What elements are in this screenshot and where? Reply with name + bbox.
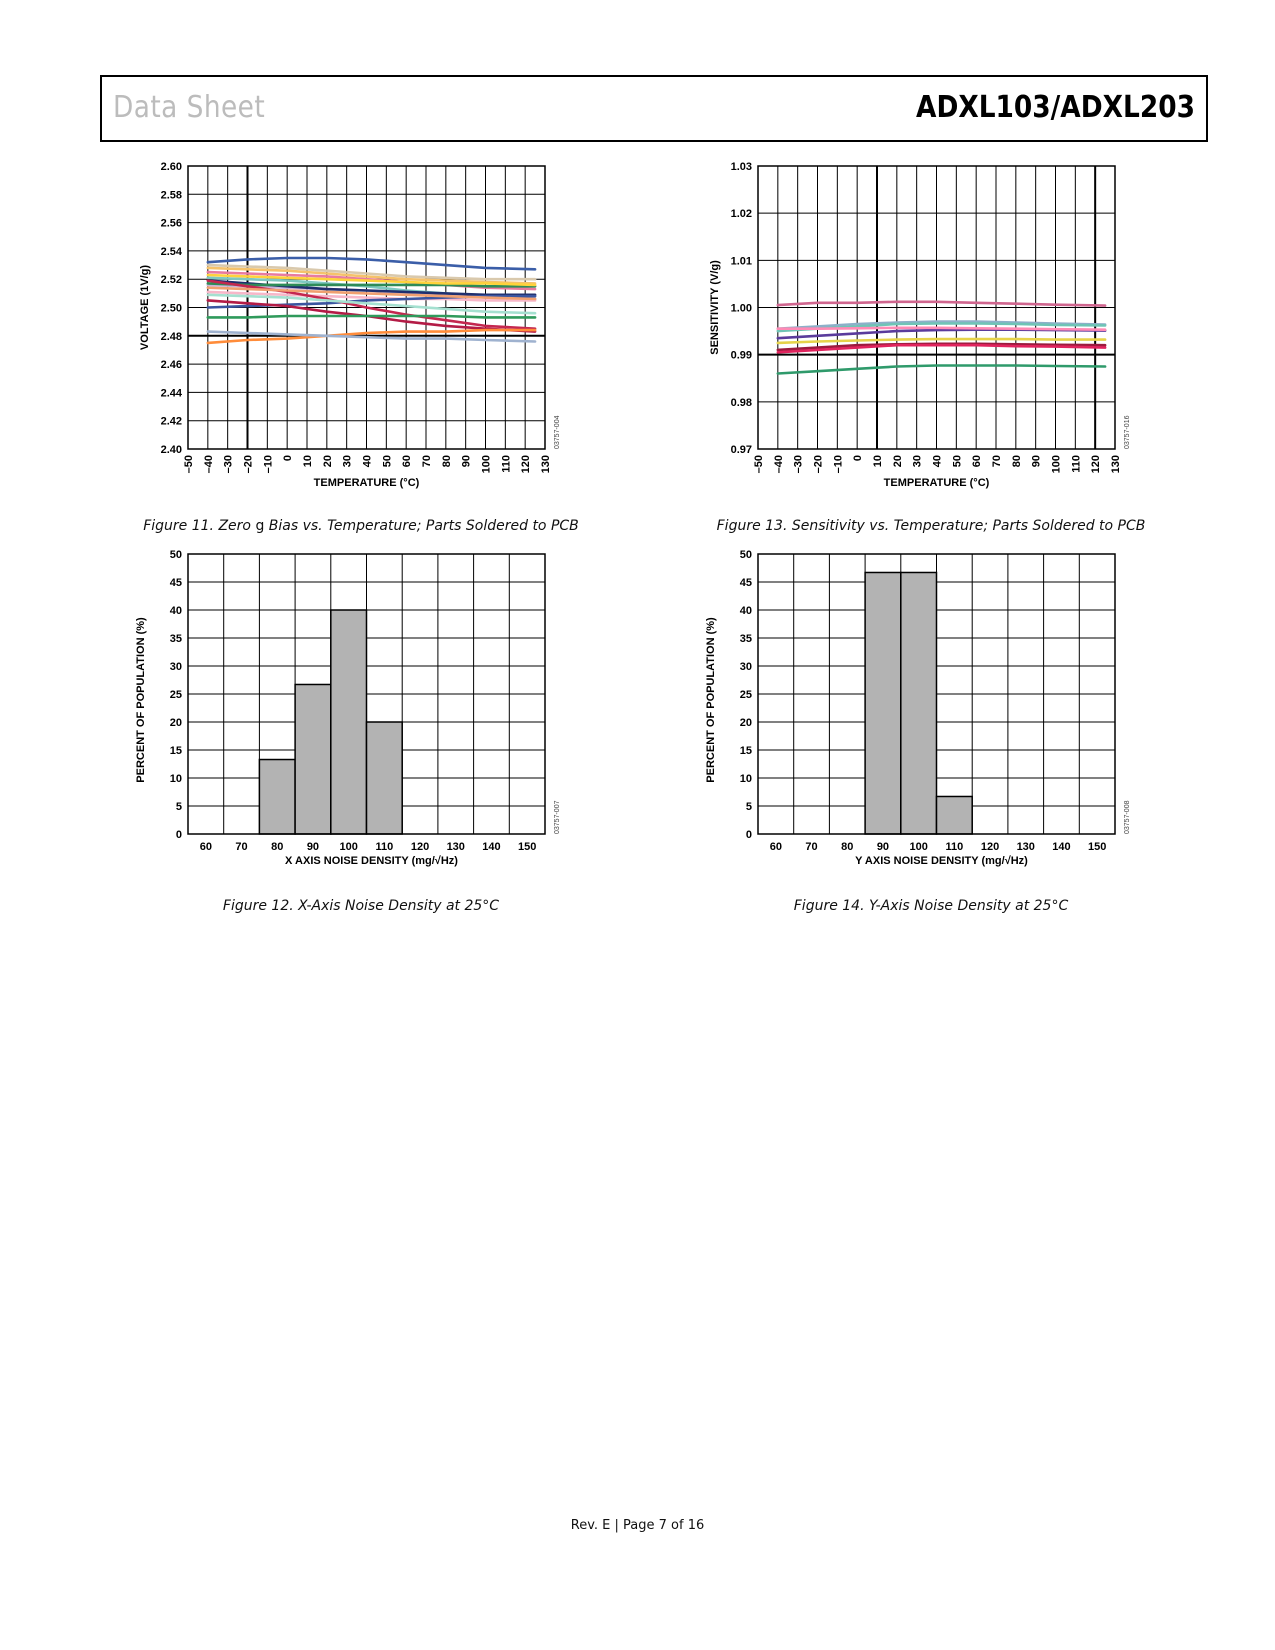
x-tick-label: 120 [410, 841, 430, 853]
series-line [778, 366, 1105, 374]
x-tick-label: –40 [202, 455, 215, 474]
figure-13 [700, 160, 1170, 505]
x-tick-label: 10 [302, 455, 314, 468]
x-tick-label: 100 [480, 455, 493, 474]
y-tick-label: 45 [169, 577, 182, 589]
y-tick-label: 50 [739, 549, 752, 561]
x-tick-label: –20 [812, 455, 825, 474]
y-tick-label: 35 [739, 633, 752, 645]
y-tick-label: 2.56 [160, 217, 182, 230]
page-header [100, 75, 1208, 142]
series-line [778, 330, 1105, 339]
y-tick-label: 2.54 [160, 245, 182, 258]
figure-14 [700, 548, 1170, 893]
y-tick-label: 35 [169, 633, 182, 645]
chart-fig11 [130, 160, 600, 505]
x-tick-label: 90 [306, 841, 320, 853]
figure-code: 03757-007 [554, 800, 561, 834]
y-tick-label: 2.52 [160, 274, 182, 287]
x-tick-label: 130 [1016, 841, 1035, 853]
x-tick-label: 150 [517, 841, 537, 853]
y-tick-label: 1.00 [730, 302, 752, 315]
y-tick-label: 1.01 [730, 255, 752, 268]
x-tick-label: 140 [1052, 841, 1071, 853]
header-part-number: ADXL103/ADXL203 [916, 90, 1195, 125]
y-tick-label: 20 [169, 717, 182, 729]
y-tick-label: 0.98 [730, 396, 752, 409]
y-tick-label: 2.60 [160, 161, 182, 173]
y-axis-label: PERCENT OF POPULATION (%) [705, 617, 717, 783]
y-tick-label: 0 [745, 829, 752, 841]
y-tick-label: 2.58 [160, 189, 182, 202]
y-tick-label: 2.40 [160, 444, 182, 456]
x-tick-label: –50 [753, 455, 765, 474]
y-tick-label: 10 [169, 773, 182, 785]
y-tick-label: 1.02 [730, 208, 752, 221]
x-tick-label: 110 [1070, 455, 1083, 473]
x-tick-label: 90 [460, 455, 473, 468]
x-tick-label: 150 [1087, 841, 1107, 853]
y-tick-label: 30 [169, 661, 182, 673]
x-tick-label: 60 [971, 455, 984, 468]
series-line [208, 316, 535, 317]
bar [901, 572, 937, 834]
x-axis-label: TEMPERATURE (°C) [883, 477, 990, 489]
bar [259, 760, 295, 834]
y-tick-label: 5 [745, 801, 752, 813]
y-tick-label: 25 [739, 689, 752, 701]
y-axis-label: PERCENT OF POPULATION (%) [135, 617, 147, 783]
figure-12 [130, 548, 600, 893]
y-tick-label: 2.50 [160, 302, 182, 315]
y-tick-label: 30 [739, 661, 752, 673]
y-tick-label: 2.46 [160, 359, 182, 372]
x-tick-label: 10 [872, 455, 884, 468]
x-tick-label: 0 [282, 455, 295, 462]
figure-12-caption: Figure 12. X-Axis Noise Density at 25°C [222, 898, 500, 914]
x-tick-label: –10 [832, 455, 845, 474]
y-tick-label: 0.97 [730, 444, 752, 456]
x-tick-label: 50 [381, 455, 394, 468]
page-footer: Rev. E | Page 7 of 16 [570, 1518, 705, 1533]
y-tick-label: 2.48 [160, 330, 182, 343]
x-axis-label: TEMPERATURE (°C) [313, 477, 420, 489]
x-tick-label: 70 [235, 841, 248, 853]
x-tick-label: 60 [769, 841, 782, 853]
x-tick-label: 100 [1050, 455, 1063, 474]
figure-11-caption: Figure 11. Zero g Bias vs. Temperature; Parts Soldered to PCB [143, 518, 579, 534]
y-tick-label: 40 [739, 605, 752, 617]
series-line [778, 339, 1105, 343]
x-tick-label: 130 [540, 455, 552, 474]
y-tick-label: 45 [739, 577, 752, 589]
figure-code: 03757-016 [1124, 415, 1131, 449]
series-line [778, 302, 1105, 306]
header-doc-type: Data Sheet [113, 90, 266, 125]
x-tick-label: 0 [852, 455, 865, 462]
figure-code: 03757-008 [1124, 800, 1131, 834]
figure-11 [130, 160, 600, 505]
x-axis-label: Y AXIS NOISE DENSITY (mg/√Hz) [855, 855, 1028, 867]
chart-fig13 [700, 160, 1170, 505]
x-tick-label: 80 [271, 841, 284, 853]
figure-13-caption: Figure 13. Sensitivity vs. Temperature; Parts Soldered to PCB [716, 518, 1146, 534]
x-tick-label: 60 [199, 841, 212, 853]
x-tick-label: 40 [931, 455, 944, 468]
y-tick-label: 40 [169, 605, 182, 617]
y-axis-label: VOLTAGE (1V/g) [139, 264, 151, 351]
y-tick-label: 2.44 [160, 387, 182, 400]
x-tick-label: 140 [482, 841, 501, 853]
x-tick-label: 130 [1110, 455, 1122, 474]
x-tick-label: 30 [911, 455, 924, 468]
x-tick-label: 70 [805, 841, 818, 853]
x-axis-label: X AXIS NOISE DENSITY (mg/√Hz) [285, 855, 458, 867]
chart-fig14 [700, 548, 1170, 893]
x-tick-label: 110 [500, 455, 513, 473]
y-tick-label: 2.42 [160, 415, 182, 428]
x-tick-label: 60 [401, 455, 414, 468]
x-tick-label: 30 [341, 455, 354, 468]
y-tick-label: 1.03 [730, 161, 752, 173]
x-tick-label: 20 [891, 455, 904, 468]
x-tick-label: 90 [876, 841, 890, 853]
figure-14-caption: Figure 14. Y-Axis Noise Density at 25°C [793, 898, 1069, 914]
x-tick-label: 100 [909, 841, 928, 853]
x-tick-label: –30 [222, 455, 235, 474]
x-tick-label: –50 [183, 455, 195, 474]
figure-code: 03757-004 [554, 415, 561, 449]
x-tick-label: 40 [361, 455, 374, 468]
x-tick-label: 20 [321, 455, 334, 468]
x-tick-label: –20 [242, 455, 255, 474]
y-tick-label: 15 [739, 745, 752, 757]
bar [331, 610, 367, 834]
y-tick-label: 15 [169, 745, 182, 757]
x-tick-label: 120 [980, 841, 1000, 853]
x-tick-label: 100 [339, 841, 358, 853]
bar [865, 572, 901, 834]
chart-fig12 [130, 548, 600, 893]
x-tick-label: 80 [841, 841, 854, 853]
y-tick-label: 10 [739, 773, 752, 785]
x-tick-label: –30 [792, 455, 805, 474]
bar [367, 722, 403, 834]
x-tick-label: 70 [421, 455, 433, 468]
y-tick-label: 0 [175, 829, 182, 841]
y-tick-label: 0.99 [730, 349, 752, 362]
x-tick-label: 120 [1090, 455, 1103, 474]
y-tick-label: 50 [169, 549, 182, 561]
x-tick-label: –40 [772, 455, 785, 474]
bar [937, 796, 973, 834]
x-tick-label: 110 [945, 841, 964, 853]
y-tick-label: 25 [169, 689, 182, 701]
y-axis-label: SENSITIVITY (V/g) [709, 260, 721, 355]
x-tick-label: 90 [1030, 455, 1043, 468]
x-tick-label: 130 [446, 841, 465, 853]
x-tick-label: 80 [440, 455, 453, 468]
x-tick-label: 50 [951, 455, 964, 468]
x-tick-label: 80 [1010, 455, 1023, 468]
x-tick-label: 120 [520, 455, 533, 474]
x-tick-label: 70 [991, 455, 1003, 468]
y-tick-label: 20 [739, 717, 752, 729]
x-tick-label: 110 [375, 841, 394, 853]
x-tick-label: –10 [262, 455, 275, 474]
bar [295, 684, 331, 834]
y-tick-label: 5 [175, 801, 182, 813]
